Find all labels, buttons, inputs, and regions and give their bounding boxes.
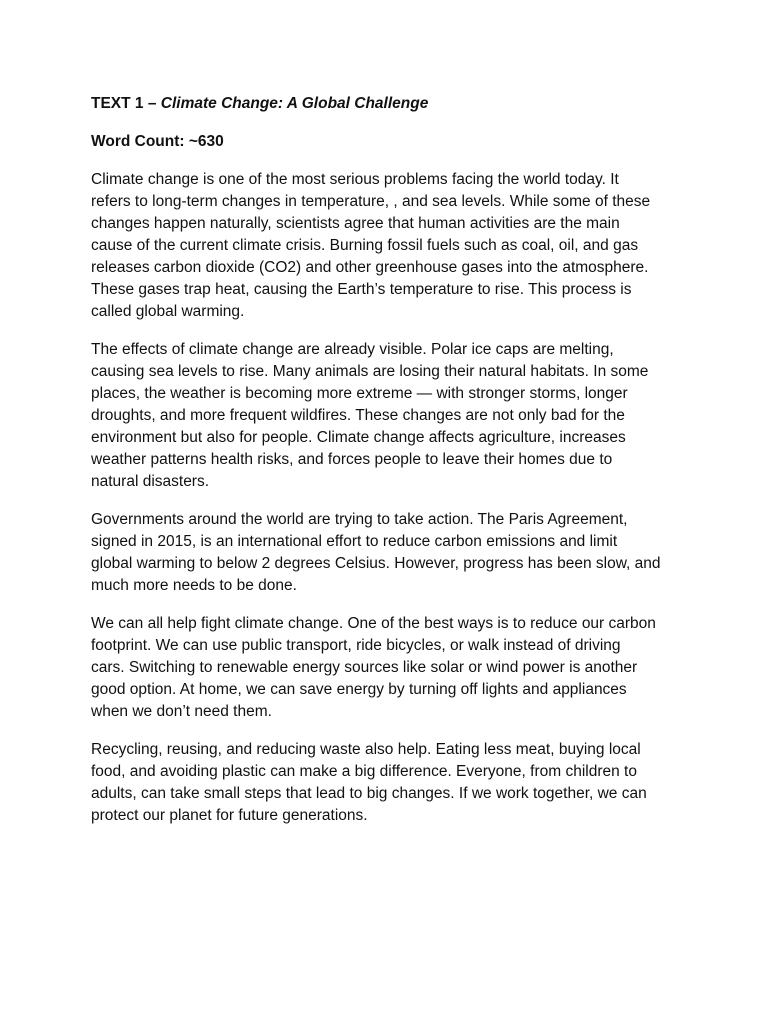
paragraph-line: These gases trap heat, causing the Earth’s temperature to rise. This process is [91,281,632,298]
paragraph-line: droughts, and more frequent wildfires. These changes are not only bad for the [91,407,625,424]
paragraph-line: much more needs to be done. [91,577,297,594]
body-text [91,169,691,827]
paragraph-line: cause of the current climate crisis. Burning fossil fuels such as coal, oil, and gas [91,237,639,254]
text-label: TEXT 1 – [91,95,157,112]
paragraph-line: called global warming. [91,303,245,320]
paragraph-1 [91,169,691,323]
paragraph-line: signed in 2015, is an international effort to reduce carbon emissions and limit [91,533,618,550]
title-text: Climate Change: A Global Challenge [160,95,429,112]
paragraph-line: cars. Switching to renewable energy sources like solar or wind power is another [91,659,638,676]
paragraph-line: Climate change is one of the most serious problems facing the world today. It [91,171,619,188]
paragraph-4 [91,613,691,723]
paragraph-line: footprint. We can use public transport, ride bicycles, or walk instead of driving [91,637,621,654]
word-count: Word Count: ~630 [91,133,224,150]
paragraph-line: adults, can take small steps that lead to big changes. If we work together, we can [91,785,647,802]
paragraph-line: releases carbon dioxide (CO2) and other greenhouse gases into the atmosphere. [91,259,649,276]
paragraph-line: environment but also for people. Climate change affects agriculture, increases [91,429,626,446]
paragraph-line: places, the weather is becoming more extreme — with stronger storms, longer [91,385,628,402]
paragraph-line: changes happen naturally, scientists agree that human activities are the main [91,215,620,232]
paragraph-line: global warming to below 2 degrees Celsius. However, progress has been slow, and [91,555,661,572]
paragraph-line: good option. At home, we can save energy by turning off lights and appliances [91,681,627,698]
paragraph-line: Governments around the world are trying to take action. The Paris Agreement, [91,511,628,528]
paragraph-line: weather patterns health risks, and forces people to leave their homes due to [91,451,613,468]
paragraph-line: when we don’t need them. [91,703,272,720]
paragraph-line: natural disasters. [91,473,210,490]
document-page [91,93,691,843]
paragraph-line: causing sea levels to rise. Many animals are losing their natural habitats. In some [91,363,649,380]
paragraph-line: refers to long-term changes in temperature, , and sea levels. While some of these [91,193,651,210]
paragraph-line: food, and avoiding plastic can make a big difference. Everyone, from children to [91,763,637,780]
paragraph-line: The effects of climate change are already visible. Polar ice caps are melting, [91,341,614,358]
paragraph-line: Recycling, reusing, and reducing waste also help. Eating less meat, buying local [91,741,641,758]
document-title [91,93,691,115]
paragraph-line: We can all help fight climate change. One of the best ways is to reduce our carbon [91,615,656,632]
paragraph-2 [91,339,691,493]
paragraph-line: protect our planet for future generations. [91,807,368,824]
paragraph-3 [91,509,691,597]
paragraph-5 [91,739,691,827]
